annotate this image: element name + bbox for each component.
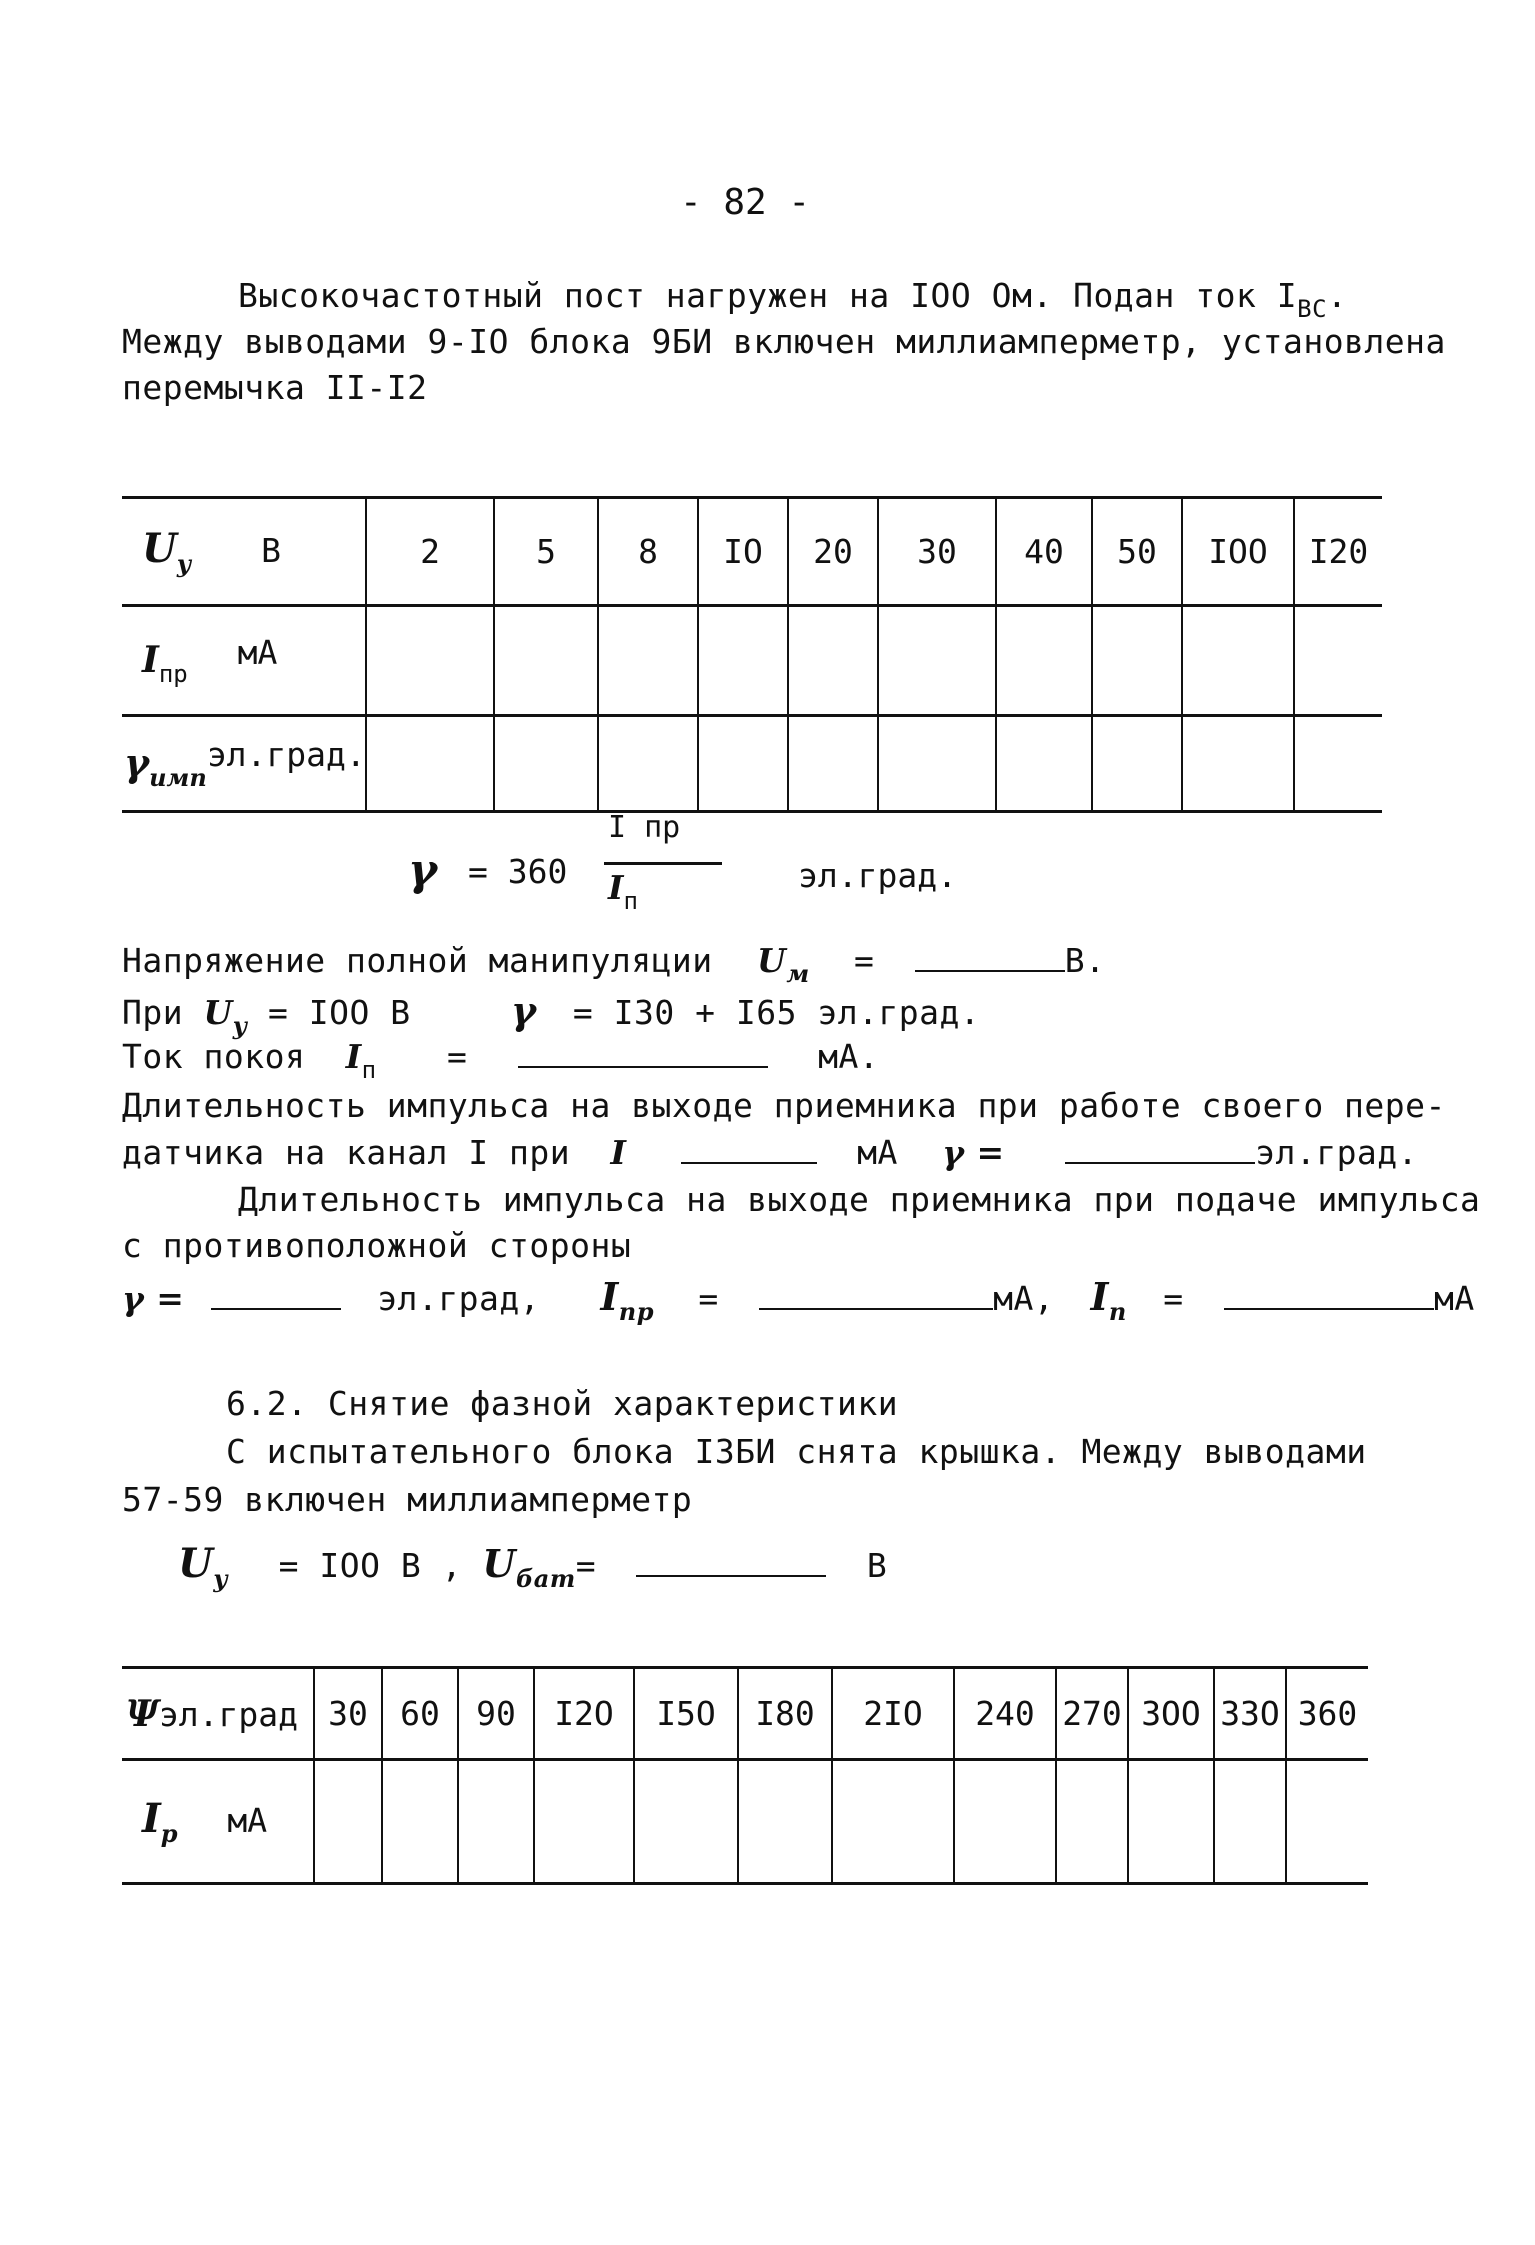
current-unit: мА: [237, 633, 278, 672]
pulse-unit: эл.град.: [206, 735, 366, 774]
phase-value: 360: [1286, 1668, 1368, 1760]
phase-current-cell[interactable]: [738, 1760, 832, 1884]
current-sub: пр: [158, 660, 188, 688]
voltage-value: 40: [996, 498, 1092, 606]
intro-line-1-text: Высокочастотный пост нагружен на IOO Ом. Подан ток: [238, 276, 1257, 315]
phase-current-cell[interactable]: [534, 1760, 634, 1884]
pulse-symbol: γ: [124, 740, 150, 785]
voltage-value: IOO: [1182, 498, 1294, 606]
phase-value: 60: [382, 1668, 458, 1760]
phase-value: 270: [1056, 1668, 1128, 1760]
intro-current-sub: ВС: [1297, 295, 1328, 323]
phase-table: [122, 1666, 1368, 1885]
page-number: - 82 -: [680, 182, 811, 223]
section-text-2: 57-59 включен миллиамперметр: [122, 1480, 693, 1519]
current-cell[interactable]: [788, 606, 878, 716]
phase-value: 240: [954, 1668, 1056, 1760]
pulse2-results-line: γ = эл.град, $I_{пр}$ = мА, $I_п$ = мА: [122, 1274, 1475, 1326]
rest-current-blank[interactable]: [518, 1036, 768, 1068]
voltage-value: 5: [494, 498, 598, 606]
intro-line-1: Высокочастотный пост нагружен на IOO Ом. Подан ток $I_{ВС}$.: [238, 276, 1348, 323]
intro-line-2: Между выводами 9-IO блока 9БИ включен миллиамперметр, установлена: [122, 322, 1446, 361]
phase-current-cell[interactable]: [458, 1760, 534, 1884]
res-ipr-blank[interactable]: [759, 1278, 993, 1310]
pulse-cell[interactable]: [1182, 716, 1294, 812]
voltage-value: I20: [1294, 498, 1382, 606]
pulse-cell[interactable]: [996, 716, 1092, 812]
res-ip-blank[interactable]: [1224, 1278, 1434, 1310]
phase-current-cell[interactable]: [832, 1760, 954, 1884]
section-conditions: $U_у$ = IOO В , $U_{бат}= В$: [178, 1540, 888, 1593]
pulse-cell[interactable]: [366, 716, 494, 812]
voltage-table: [122, 496, 1382, 813]
phase-value: 90: [458, 1668, 534, 1760]
phase-current-cell[interactable]: [1056, 1760, 1128, 1884]
full-manip-blank[interactable]: [915, 940, 1065, 972]
pulse-header: [122, 716, 366, 812]
pulse-cell[interactable]: [1294, 716, 1382, 812]
phase-value: I80: [738, 1668, 832, 1760]
current-cell[interactable]: [1294, 606, 1382, 716]
pulse-cell[interactable]: [698, 716, 788, 812]
voltage-value: 8: [598, 498, 698, 606]
at-voltage-line: При $U_у$ = IOO В γ = I30 + I65 эл.град.: [122, 988, 981, 1040]
formula-gamma: γ: [408, 845, 438, 896]
phase-current-header: $I_р$ мА: [122, 1760, 314, 1884]
phase-current-cell[interactable]: [634, 1760, 738, 1884]
intro-current-symbol: I: [1276, 276, 1298, 315]
pulse-cell[interactable]: [494, 716, 598, 812]
formula-equals: = 360: [468, 852, 568, 891]
full-manip-symbol: U: [757, 941, 787, 980]
pulse-cell[interactable]: [788, 716, 878, 812]
phase-current-cell[interactable]: [1214, 1760, 1286, 1884]
full-manip-line: Напряжение полной манипуляции $U_м = В$.: [122, 941, 1106, 988]
current-symbol: I: [142, 639, 159, 681]
current-cell[interactable]: [1092, 606, 1182, 716]
phase-current-cell[interactable]: [314, 1760, 382, 1884]
pulse1-line-2: датчика на канал I при I мА γ = эл.град.: [122, 1133, 1419, 1172]
phase-value: I5O: [634, 1668, 738, 1760]
current-cell[interactable]: [366, 606, 494, 716]
current-cell[interactable]: [1182, 606, 1294, 716]
pulse2-line-2: с противоположной стороны: [122, 1226, 632, 1265]
voltage-value: 30: [878, 498, 996, 606]
phase-row: [122, 1668, 1368, 1760]
formula-unit: эл.град.: [798, 856, 957, 895]
voltage-value: 2: [366, 498, 494, 606]
current-cell[interactable]: [494, 606, 598, 716]
pulse-cell[interactable]: [598, 716, 698, 812]
phase-value: 33O: [1214, 1668, 1286, 1760]
phase-value: 30: [314, 1668, 382, 1760]
voltage-sub: у: [176, 549, 192, 578]
pulse-sub: имп: [149, 763, 207, 792]
formula-numerator: I пр: [608, 810, 681, 845]
current-cell[interactable]: [996, 606, 1092, 716]
voltage-symbol: U: [142, 525, 177, 572]
phase-current-cell[interactable]: [382, 1760, 458, 1884]
res-gamma-blank[interactable]: [211, 1278, 341, 1310]
formula-bar: [604, 862, 722, 865]
pulse1-current-blank[interactable]: [681, 1132, 817, 1164]
pulse-cell[interactable]: [878, 716, 996, 812]
formula-denominator: $I_п$: [608, 868, 638, 915]
current-cell[interactable]: [598, 606, 698, 716]
phase-value: 2IO: [832, 1668, 954, 1760]
current-cell[interactable]: [878, 606, 996, 716]
formula-fraction: [604, 810, 724, 920]
phase-header: Ψэл.град: [122, 1668, 314, 1760]
voltage-value: 50: [1092, 498, 1182, 606]
section-title: 6.2. Снятие фазной характеристики: [226, 1384, 899, 1423]
phase-value: 3OO: [1128, 1668, 1214, 1760]
voltage-row: [122, 498, 1382, 606]
section-text-1: С испытательного блока I3БИ снята крышка. Между выводами: [226, 1432, 1367, 1471]
voltage-value: IO: [698, 498, 788, 606]
phase-value: I2O: [534, 1668, 634, 1760]
voltage-value: 20: [788, 498, 878, 606]
pulse-cell[interactable]: [1092, 716, 1182, 812]
pulse1-gamma-blank[interactable]: [1065, 1132, 1255, 1164]
phase-current-row: [122, 1760, 1368, 1884]
phase-current-cell[interactable]: [1286, 1760, 1368, 1884]
voltage-unit: В: [261, 531, 281, 570]
current-header: [122, 606, 366, 716]
pulse2-line-1: Длительность импульса на выходе приемника при подаче импульса: [238, 1180, 1481, 1219]
pulse-row: [122, 716, 1382, 812]
battery-voltage-blank[interactable]: [636, 1545, 826, 1577]
current-row: [122, 606, 1382, 716]
phase-current-cell[interactable]: [1128, 1760, 1214, 1884]
voltage-header: [122, 498, 366, 606]
phase-current-cell[interactable]: [954, 1760, 1056, 1884]
rest-current-line: Ток покоя $I_п$ = мА.: [122, 1037, 880, 1084]
intro-line-3: перемычка II-I2: [122, 368, 428, 407]
current-cell[interactable]: [698, 606, 788, 716]
pulse1-line-1: Длительность импульса на выходе приемника при работе своего пере-: [122, 1086, 1446, 1125]
